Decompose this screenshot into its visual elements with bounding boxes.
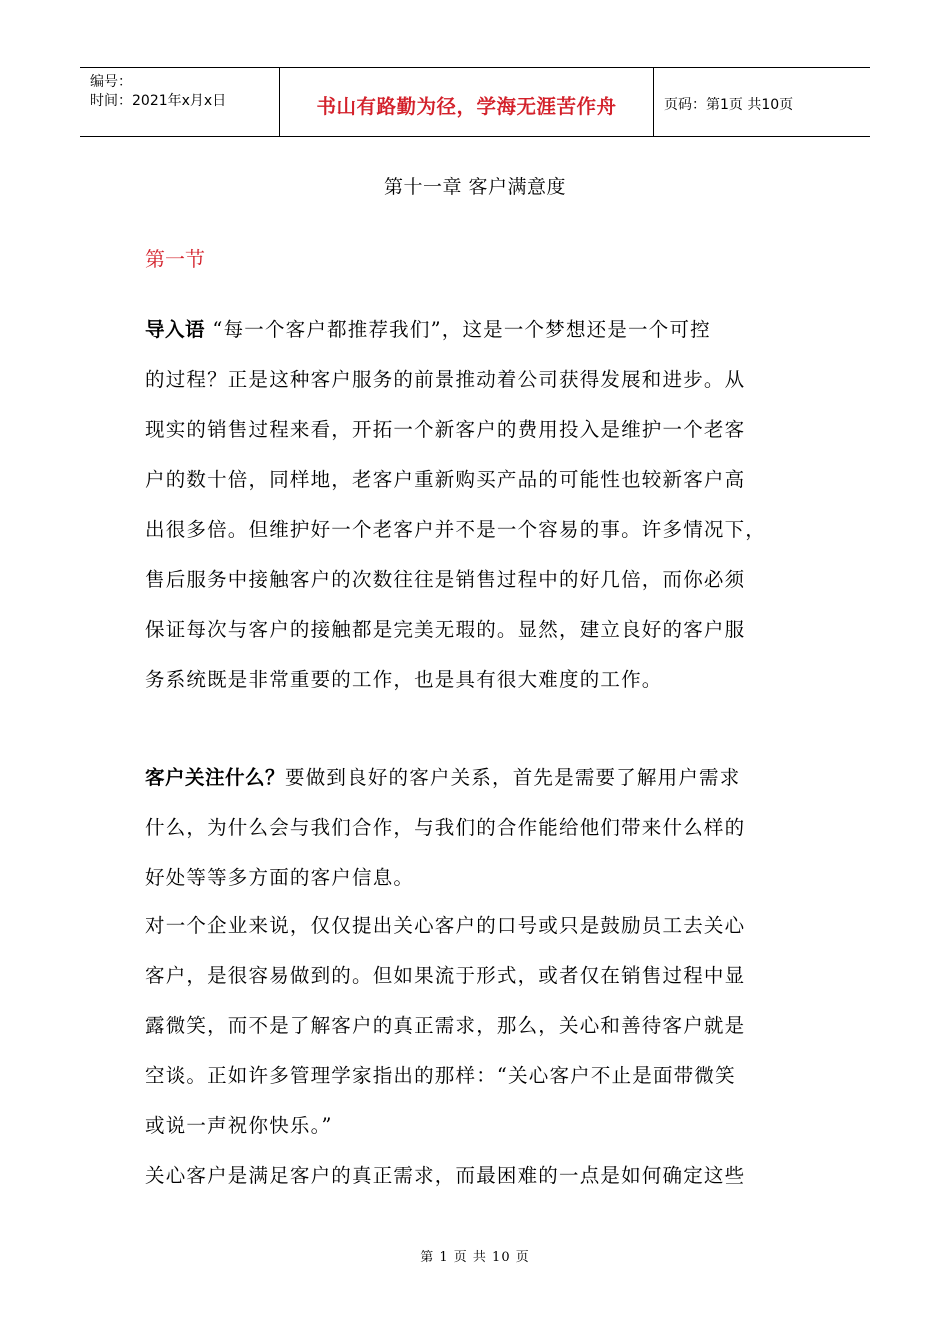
concern-line-1: 什么，为什么会与我们合作，与我们的合作能给他们带来什么样的 xyxy=(145,816,746,839)
care-paragraph xyxy=(145,912,825,1212)
intro-line-4: 出很多倍。但维护好一个老客户并不是一个容易的事。许多情况下， xyxy=(145,518,767,541)
care-line-1: 客户，是很容易做到的。但如果流于形式，或者仅在销售过程中显 xyxy=(145,964,746,987)
page-footer: 第 1 页 共 10 页 xyxy=(420,1250,530,1265)
care-line-3: 空谈。正如许多管理学家指出的那样：“关心客户不止是面带微笑 xyxy=(145,1064,736,1087)
concern-line-0: 客户关注什么？要做到良好的客户关系，首先是需要了解用户需求 xyxy=(145,766,741,789)
header-page-info: 页码：第1页 共10页 xyxy=(664,97,794,113)
document-header xyxy=(80,67,870,137)
care-line-4: 或说一声祝你快乐。” xyxy=(145,1114,333,1137)
concern-line-2: 好处等等多方面的客户信息。 xyxy=(145,866,415,889)
time-label: 时间：2021年x月x日 xyxy=(90,93,227,109)
care-line-2: 露微笑，而不是了解客户的真正需求，那么，关心和善待客户就是 xyxy=(145,1014,746,1037)
intro-lead: 导入语 xyxy=(145,318,206,341)
section-title: 第一节 xyxy=(145,247,205,271)
concern-lead: 客户关注什么？ xyxy=(145,766,286,789)
header-motto: 书山有路勤为径，学海无涯苦作舟 xyxy=(280,68,654,136)
intro-line-7: 务系统既是非常重要的工作，也是具有很大难度的工作。 xyxy=(145,668,663,691)
intro-line-0: 导入语 “每一个客户都推荐我们”，这是一个梦想还是一个可控 xyxy=(145,318,711,341)
care-line-5: 关心客户是满足客户的真正需求，而最困难的一点是如何确定这些 xyxy=(145,1164,746,1187)
care-line-0: 对一个企业来说，仅仅提出关心客户的口号或只是鼓励员工去关心 xyxy=(145,914,746,937)
intro-line-2: 现实的销售过程来看，开拓一个新客户的费用投入是维护一个老客 xyxy=(145,418,746,441)
concern-paragraph xyxy=(145,764,825,914)
number-label: 编号： xyxy=(90,74,132,90)
intro-line-1: 的过程？正是这种客户服务的前景推动着公司获得发展和进步。从 xyxy=(145,368,746,391)
header-meta-cell xyxy=(80,68,280,136)
intro-line-6: 保证每次与客户的接触都是完美无瑕的。显然，建立良好的客户服 xyxy=(145,618,746,641)
chapter-title: 第十一章 客户满意度 xyxy=(383,176,567,198)
intro-paragraph xyxy=(145,316,825,716)
intro-line-5: 售后服务中接触客户的次数往往是销售过程中的好几倍，而你必须 xyxy=(145,568,746,591)
intro-line-3: 户的数十倍，同样地，老客户重新购买产品的可能性也较新客户高 xyxy=(145,468,746,491)
